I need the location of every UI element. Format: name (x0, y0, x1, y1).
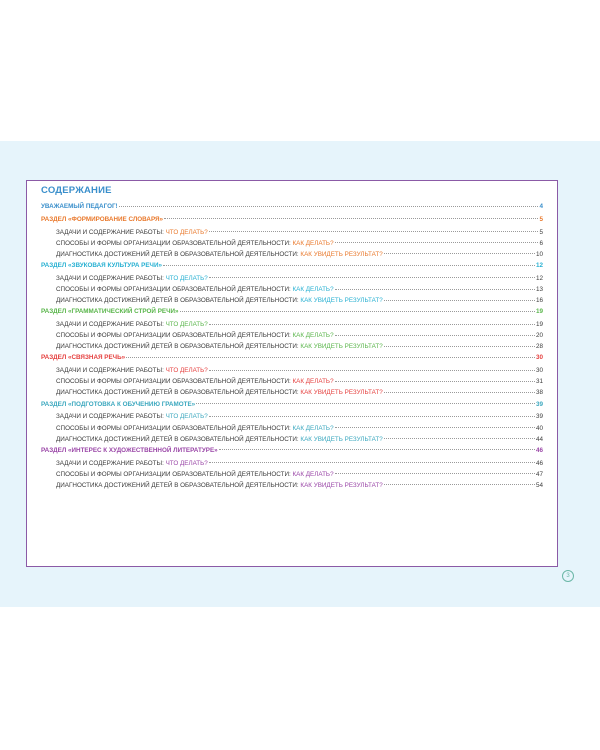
entry-title: ЗАДАЧИ И СОДЕРЖАНИЕ РАБОТЫ: (56, 228, 166, 236)
dot-leader (209, 416, 535, 417)
dot-leader (209, 462, 535, 463)
page-ref: 28 (535, 343, 543, 351)
entry-title: РАЗДЕЛ «ИНТЕРЕС К ХУДОЖЕСТВЕННОЙ ЛИТЕРАТУРЕ» (41, 446, 218, 454)
entry-accent: КАК ДЕЛАТЬ? (292, 239, 334, 247)
entry-title: ДИАГНОСТИКА ДОСТИЖЕНИЙ ДЕТЕЙ В ОБРАЗОВАТЕЛЬНОЙ ДЕЯТЕЛЬНОСТИ: (56, 435, 301, 443)
dot-leader (335, 381, 535, 382)
dot-leader (335, 289, 535, 290)
entry-title: УВАЖАЕМЫЙ ПЕДАГОГ! (41, 203, 118, 210)
entry-title: РАЗДЕЛ «СВЯЗНАЯ РЕЧЬ» (41, 354, 126, 362)
toc-subsection-row[interactable] (41, 297, 543, 308)
toc-entry-label (41, 354, 125, 361)
dot-leader (219, 449, 535, 450)
toc-entry-label (56, 378, 334, 385)
entry-accent: КАК ДЕЛАТЬ? (292, 424, 334, 432)
toc-subsection-row[interactable] (41, 482, 543, 493)
dot-leader (384, 253, 535, 254)
toc-entry-label (56, 413, 208, 420)
entry-accent: КАК УВИДЕТЬ РЕЗУЛЬТАТ? (300, 250, 383, 258)
toc-subsection-row[interactable] (41, 240, 543, 251)
toc-entry-label (56, 229, 208, 236)
entry-accent: ЧТО ДЕЛАТЬ? (165, 228, 208, 236)
toc-subsection-row[interactable] (41, 251, 543, 262)
entry-title: СПОСОБЫ И ФОРМЫ ОРГАНИЗАЦИИ ОБРАЗОВАТЕЛЬНОЙ ДЕЯТЕЛЬНОСТИ: (56, 239, 293, 247)
dot-leader (335, 473, 535, 474)
entry-accent: ЧТО ДЕЛАТЬ? (165, 367, 208, 375)
entry-title: СПОСОБЫ И ФОРМЫ ОРГАНИЗАЦИИ ОБРАЗОВАТЕЛЬНОЙ ДЕЯТЕЛЬНОСТИ: (56, 332, 293, 340)
dot-leader (180, 311, 535, 312)
toc-entry-label (56, 482, 383, 489)
entry-title: СПОСОБЫ И ФОРМЫ ОРГАНИЗАЦИИ ОБРАЗОВАТЕЛЬНОЙ ДЕЯТЕЛЬНОСТИ: (56, 286, 293, 294)
toc-entry-label (41, 401, 195, 408)
toc-subsection-row[interactable] (41, 460, 543, 471)
entry-title: ДИАГНОСТИКА ДОСТИЖЕНИЙ ДЕТЕЙ В ОБРАЗОВАТЕЛЬНОЙ ДЕЯТЕЛЬНОСТИ: (56, 250, 301, 258)
entry-title: ЗАДАЧИ И СОДЕРЖАНИЕ РАБОТЫ: (56, 459, 166, 467)
toc-entry-label (56, 286, 334, 293)
dot-leader (335, 427, 535, 428)
page-ref: 16 (535, 297, 543, 305)
toc-section-row[interactable] (41, 354, 543, 365)
entry-accent: КАК УВИДЕТЬ РЕЗУЛЬТАТ? (300, 481, 383, 489)
entry-title: ДИАГНОСТИКА ДОСТИЖЕНИЙ ДЕТЕЙ В ОБРАЗОВАТЕЛЬНОЙ ДЕЯТЕЛЬНОСТИ: (56, 297, 301, 305)
dot-leader (209, 231, 539, 232)
toc-title: СОДЕРЖАНИЕ (41, 185, 112, 196)
entry-title: ДИАГНОСТИКА ДОСТИЖЕНИЙ ДЕТЕЙ В ОБРАЗОВАТЕЛЬНОЙ ДЕЯТЕЛЬНОСТИ: (56, 481, 301, 489)
entry-accent: КАК УВИДЕТЬ РЕЗУЛЬТАТ? (300, 389, 383, 397)
entry-title: ЗАДАЧИ И СОДЕРЖАНИЕ РАБОТЫ: (56, 321, 166, 329)
page-ref: 5 (539, 228, 543, 236)
toc-subsection-row[interactable] (41, 425, 543, 436)
entry-accent: КАК УВИДЕТЬ РЕЗУЛЬТАТ? (300, 297, 383, 305)
toc-entry-label (56, 436, 383, 443)
page-ref: 39 (535, 413, 543, 421)
entry-title: ЗАДАЧИ И СОДЕРЖАНИЕ РАБОТЫ: (56, 413, 166, 421)
toc-entry-label (41, 447, 218, 454)
toc-subsection-row[interactable] (41, 378, 543, 389)
toc-subsection-row[interactable] (41, 343, 543, 354)
entry-title: ДИАГНОСТИКА ДОСТИЖЕНИЙ ДЕТЕЙ В ОБРАЗОВАТЕЛЬНОЙ ДЕЯТЕЛЬНОСТИ: (56, 343, 301, 351)
page-ref: 54 (535, 481, 543, 489)
entry-accent: КАК ДЕЛАТЬ? (292, 332, 334, 340)
toc-subsection-row[interactable] (41, 229, 543, 240)
toc-subsection-row[interactable] (41, 436, 543, 447)
page-ref: 5 (539, 215, 543, 223)
dot-leader (384, 346, 535, 347)
toc-entry-label (41, 308, 179, 315)
entry-title: РАЗДЕЛ «ЗВУКОВАЯ КУЛЬТУРА РЕЧИ» (41, 262, 163, 270)
toc-entry-label (56, 425, 334, 432)
toc-entry-label (56, 275, 208, 282)
toc-section-row[interactable] (41, 308, 543, 319)
entry-title: ДИАГНОСТИКА ДОСТИЖЕНИЙ ДЕТЕЙ В ОБРАЗОВАТЕЛЬНОЙ ДЕЯТЕЛЬНОСТИ: (56, 389, 301, 397)
entry-title: СПОСОБЫ И ФОРМЫ ОРГАНИЗАЦИИ ОБРАЗОВАТЕЛЬНОЙ ДЕЯТЕЛЬНОСТИ: (56, 470, 293, 478)
dot-leader (126, 357, 535, 358)
entry-accent: КАК ДЕЛАТЬ? (292, 378, 334, 386)
toc-entry-label (56, 297, 383, 304)
entry-accent: КАК ДЕЛАТЬ? (292, 286, 334, 294)
entry-accent: ЧТО ДЕЛАТЬ? (165, 413, 208, 421)
entry-accent: КАК УВИДЕТЬ РЕЗУЛЬТАТ? (300, 343, 383, 351)
dot-leader (164, 218, 538, 219)
page-ref: 19 (535, 308, 543, 316)
toc-subsection-row[interactable] (41, 413, 543, 424)
page-ref: 19 (535, 321, 543, 329)
dot-leader (384, 392, 535, 393)
toc-entry-label (56, 471, 334, 478)
toc-subsection-row[interactable] (41, 321, 543, 332)
toc-entry-label (41, 262, 162, 269)
entry-accent: ЧТО ДЕЛАТЬ? (165, 321, 208, 329)
toc-subsection-row[interactable] (41, 389, 543, 400)
toc-section-row[interactable] (41, 216, 543, 227)
toc-entry-label (56, 240, 334, 247)
dot-leader (384, 484, 535, 485)
entry-accent: КАК УВИДЕТЬ РЕЗУЛЬТАТ? (300, 435, 383, 443)
page-ref: 30 (535, 367, 543, 375)
toc-entry-label (56, 343, 383, 350)
toc-section-row[interactable] (41, 262, 543, 273)
page-ref: 12 (535, 274, 543, 282)
page-ref: 47 (535, 470, 543, 478)
toc-list (41, 203, 543, 493)
entry-title: ЗАДАЧИ И СОДЕРЖАНИЕ РАБОТЫ: (56, 367, 166, 375)
entry-title: РАЗДЕЛ «ПОДГОТОВКА К ОБУЧЕНИЮ ГРАМОТЕ» (41, 400, 196, 408)
toc-entry-label (56, 367, 208, 374)
page-ref: 46 (535, 459, 543, 467)
toc-section-row[interactable] (41, 401, 543, 412)
toc-entry-label (56, 460, 208, 467)
toc-subsection-row[interactable] (41, 332, 543, 343)
toc-entry-label (41, 216, 163, 223)
page-ref: 38 (535, 389, 543, 397)
page-ref: 20 (535, 332, 543, 340)
entry-title: СПОСОБЫ И ФОРМЫ ОРГАНИЗАЦИИ ОБРАЗОВАТЕЛЬНОЙ ДЕЯТЕЛЬНОСТИ: (56, 424, 293, 432)
toc-subsection-row[interactable] (41, 367, 543, 378)
dot-leader (335, 242, 539, 243)
toc-entry-label (56, 321, 208, 328)
toc-entry-label (41, 203, 118, 210)
page-ref: 13 (535, 286, 543, 294)
toc-card (26, 180, 558, 567)
entry-accent: ЧТО ДЕЛАТЬ? (165, 459, 208, 467)
toc-section-row[interactable] (41, 203, 543, 214)
page-ref: 40 (535, 424, 543, 432)
page-ref: 10 (535, 250, 543, 258)
toc-entry-label (56, 251, 383, 258)
page-ref: 44 (535, 435, 543, 443)
entry-title: ЗАДАЧИ И СОДЕРЖАНИЕ РАБОТЫ: (56, 274, 166, 282)
page-ref: 30 (535, 354, 543, 362)
dot-leader (209, 277, 535, 278)
page-ref: 39 (535, 400, 543, 408)
dot-leader (335, 335, 535, 336)
entry-title: РАЗДЕЛ «ФОРМИРОВАНИЕ СЛОВАРЯ» (41, 215, 164, 223)
page-ref: 12 (535, 262, 543, 270)
dot-leader (209, 370, 535, 371)
toc-entry-label (56, 332, 334, 339)
toc-entry-label (56, 389, 383, 396)
toc-subsection-row[interactable] (41, 286, 543, 297)
toc-subsection-row[interactable] (41, 471, 543, 482)
entry-accent: КАК ДЕЛАТЬ? (292, 470, 334, 478)
dot-leader (384, 300, 535, 301)
entry-title: СПОСОБЫ И ФОРМЫ ОРГАНИЗАЦИИ ОБРАЗОВАТЕЛЬНОЙ ДЕЯТЕЛЬНОСТИ: (56, 378, 293, 386)
dot-leader (196, 403, 535, 404)
page-ref: 46 (535, 446, 543, 454)
toc-subsection-row[interactable] (41, 275, 543, 286)
toc-section-row[interactable] (41, 447, 543, 458)
dot-leader (163, 265, 535, 266)
dot-leader (209, 324, 535, 325)
dot-leader (384, 438, 535, 439)
page-ref: 31 (535, 378, 543, 386)
entry-accent: ЧТО ДЕЛАТЬ? (165, 274, 208, 282)
entry-title: РАЗДЕЛ «ГРАММАТИЧЕСКИЙ СТРОЙ РЕЧИ» (41, 308, 179, 316)
page-ref: 4 (539, 203, 543, 210)
page-ref: 6 (539, 239, 543, 247)
dot-leader (119, 206, 539, 207)
page-number: 3 (562, 570, 574, 582)
